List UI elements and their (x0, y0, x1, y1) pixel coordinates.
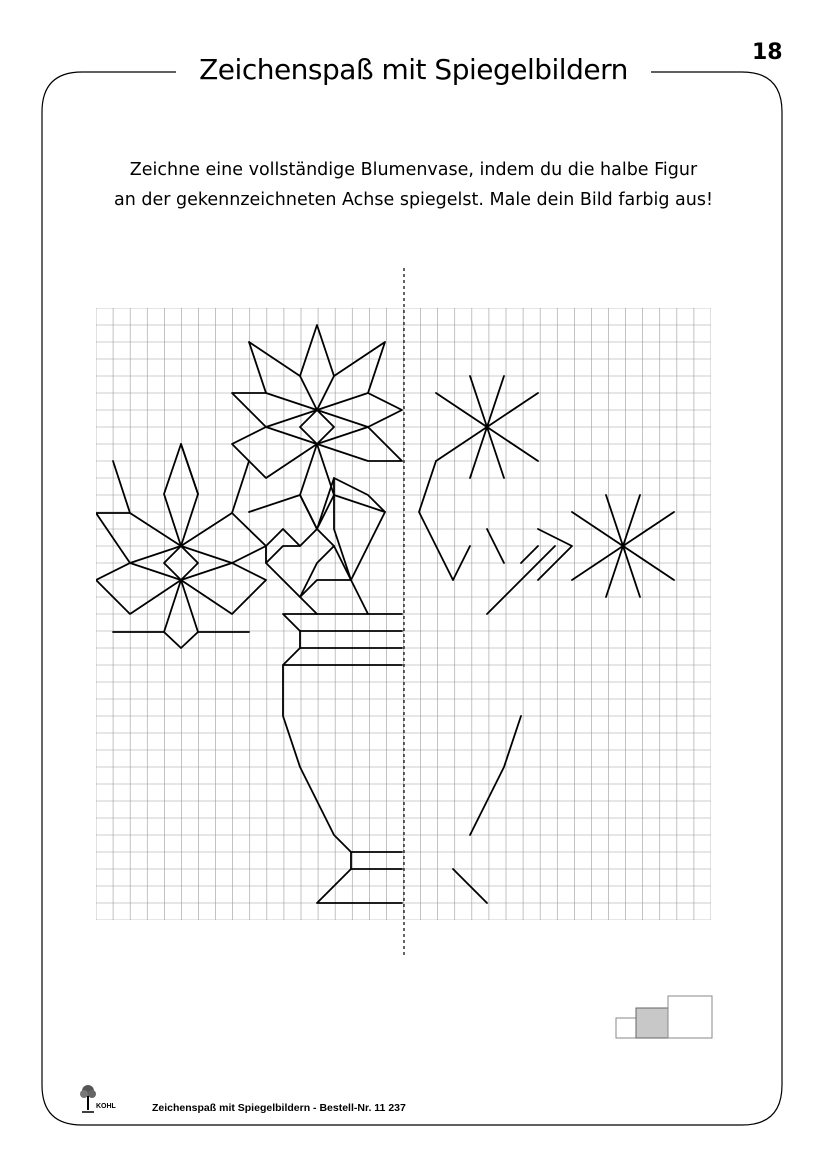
instructions (60, 155, 767, 215)
mirror-hints (419, 376, 674, 903)
page-title: Zeichenspaß mit Spiegelbildern (176, 50, 651, 90)
page-number: 18 (752, 40, 783, 65)
footer (78, 1084, 498, 1118)
difficulty-level-2 (636, 1008, 668, 1038)
instruction-line-2: an der gekennzeichneten Achse spiegelst. Male dein Bild farbig aus! (113, 190, 713, 210)
difficulty-level-1 (616, 1018, 636, 1038)
footer-text: Zeichenspaß mit Spiegelbildern - Bestell-Nr. 11 237 (152, 1102, 406, 1114)
tree-logo-icon (78, 1084, 98, 1114)
instruction-line-1: Zeichne eine vollständige Blumenvase, indem du die halbe Figur (129, 160, 698, 180)
brand-label: KOHL (96, 1103, 116, 1110)
difficulty-level-3 (668, 996, 712, 1038)
mirror-axis (402, 268, 406, 958)
difficulty-indicator (614, 994, 714, 1040)
